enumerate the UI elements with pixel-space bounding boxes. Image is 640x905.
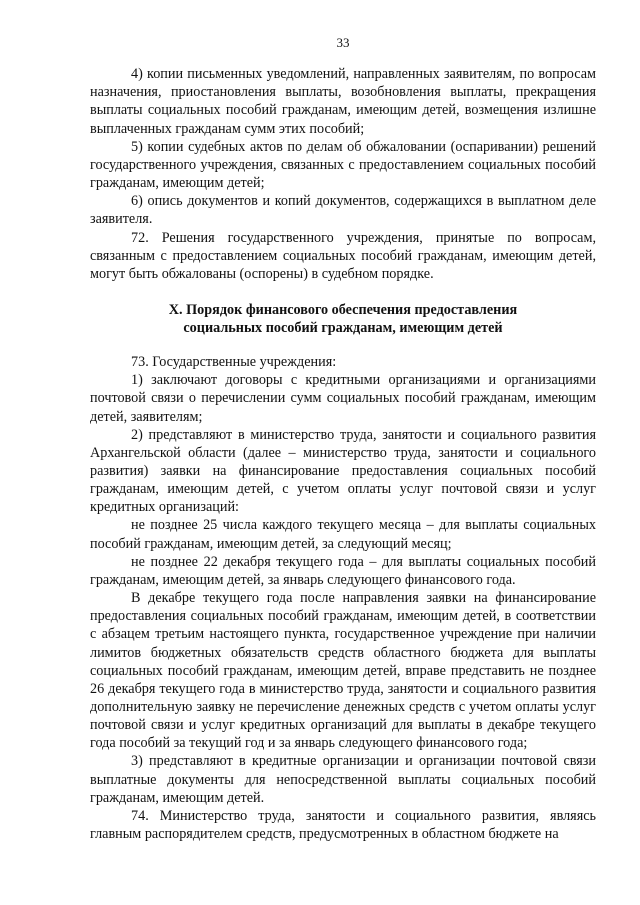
paragraph-73-item-2: 2) представляют в министерство труда, занятости и социального развития Архангельской области (далее – министерство труда, занятости и социального развития) заявки на финансирование предоставления социальных пособий гражданам, имеющим детей, с учетом оплаты услуг почтовой связи и услуг кредитных организаций: xyxy=(90,426,596,516)
paragraph-73-item-1: 1) заключают договоры с кредитными организациями и организациями почтовой связи о перечислении сумм социальных пособий гражданам, имеющим детей, заявителям; xyxy=(90,372,596,425)
paragraph-73: 73. Государственные учреждения: xyxy=(131,354,337,371)
paragraph-73-item-3: 3) представляют в кредитные организации и организации почтовой связи выплатные документы для непосредственной выплаты социальных пособий гражданам, имеющим детей. xyxy=(90,753,596,806)
paragraph-item-5: 5) копии судебных актов по делам об обжаловании (оспаривании) решений государственного учреждения, связанных с предоставлением социальных пособий гражданам, имеющим детей; xyxy=(90,138,596,192)
section-heading-line-1: X. Порядок финансового обеспечения предоставления xyxy=(168,302,518,319)
paragraph-deadline-22: не позднее 22 декабря текущего года – для выплаты социальных пособий гражданам, имеющим детей, за январь следующего финансового года. xyxy=(90,553,596,588)
paragraph-item-6: 6) опись документов и копий документов, содержащихся в выплатном деле заявителя. xyxy=(90,193,596,228)
paragraph-december: В декабре текущего года после направления заявки на финансирование предоставления социальных пособий гражданам, имеющим детей, в соответствии с абзацем третьим настоящего пункта, государственное учреждение при наличии лимитов бюджетных обязательств средств областного бюджета для выплаты социальных пособий гражданам, имеющим детей, вправе представить не позднее 26 декабря текущего года в министерство труда, занятости и социального развития дополнительную заявку не перечисление денежных средств с учетом оплаты услуг почтовой связи и услуг кредитных организаций для выплаты в декабре текущего года пособий за текущий год и за январь следующего финансового года; xyxy=(90,590,596,752)
paragraph-74: 74. Министерство труда, занятости и социального развития, являясь главным распорядителем средств, предусмотренных в областном бюджете на xyxy=(90,807,596,843)
paragraph-item-4: 4) копии письменных уведомлений, направленных заявителям, по вопросам назначения, приостановления выплаты, возобновления выплаты, прекращения выплаты социальных пособий гражданам, имеющим детей, возмещения излишне выплаченных гражданам сумм этих пособий; xyxy=(90,66,596,137)
paragraph-deadline-25: не позднее 25 числа каждого текущего месяца – для выплаты социальных пособий гражданам, имеющим детей, за следующий месяц; xyxy=(90,517,596,552)
section-heading-line-2: социальных пособий гражданам, имеющим детей xyxy=(183,320,503,337)
page-number: 33 xyxy=(336,35,350,50)
paragraph-72: 72. Решения государственного учреждения, принятые по вопросам, связанным с предоставлением социальных пособий гражданам, имеющим детей, могут быть обжалованы (оспорены) в судебном порядке. xyxy=(90,229,596,282)
section-heading xyxy=(90,301,596,337)
